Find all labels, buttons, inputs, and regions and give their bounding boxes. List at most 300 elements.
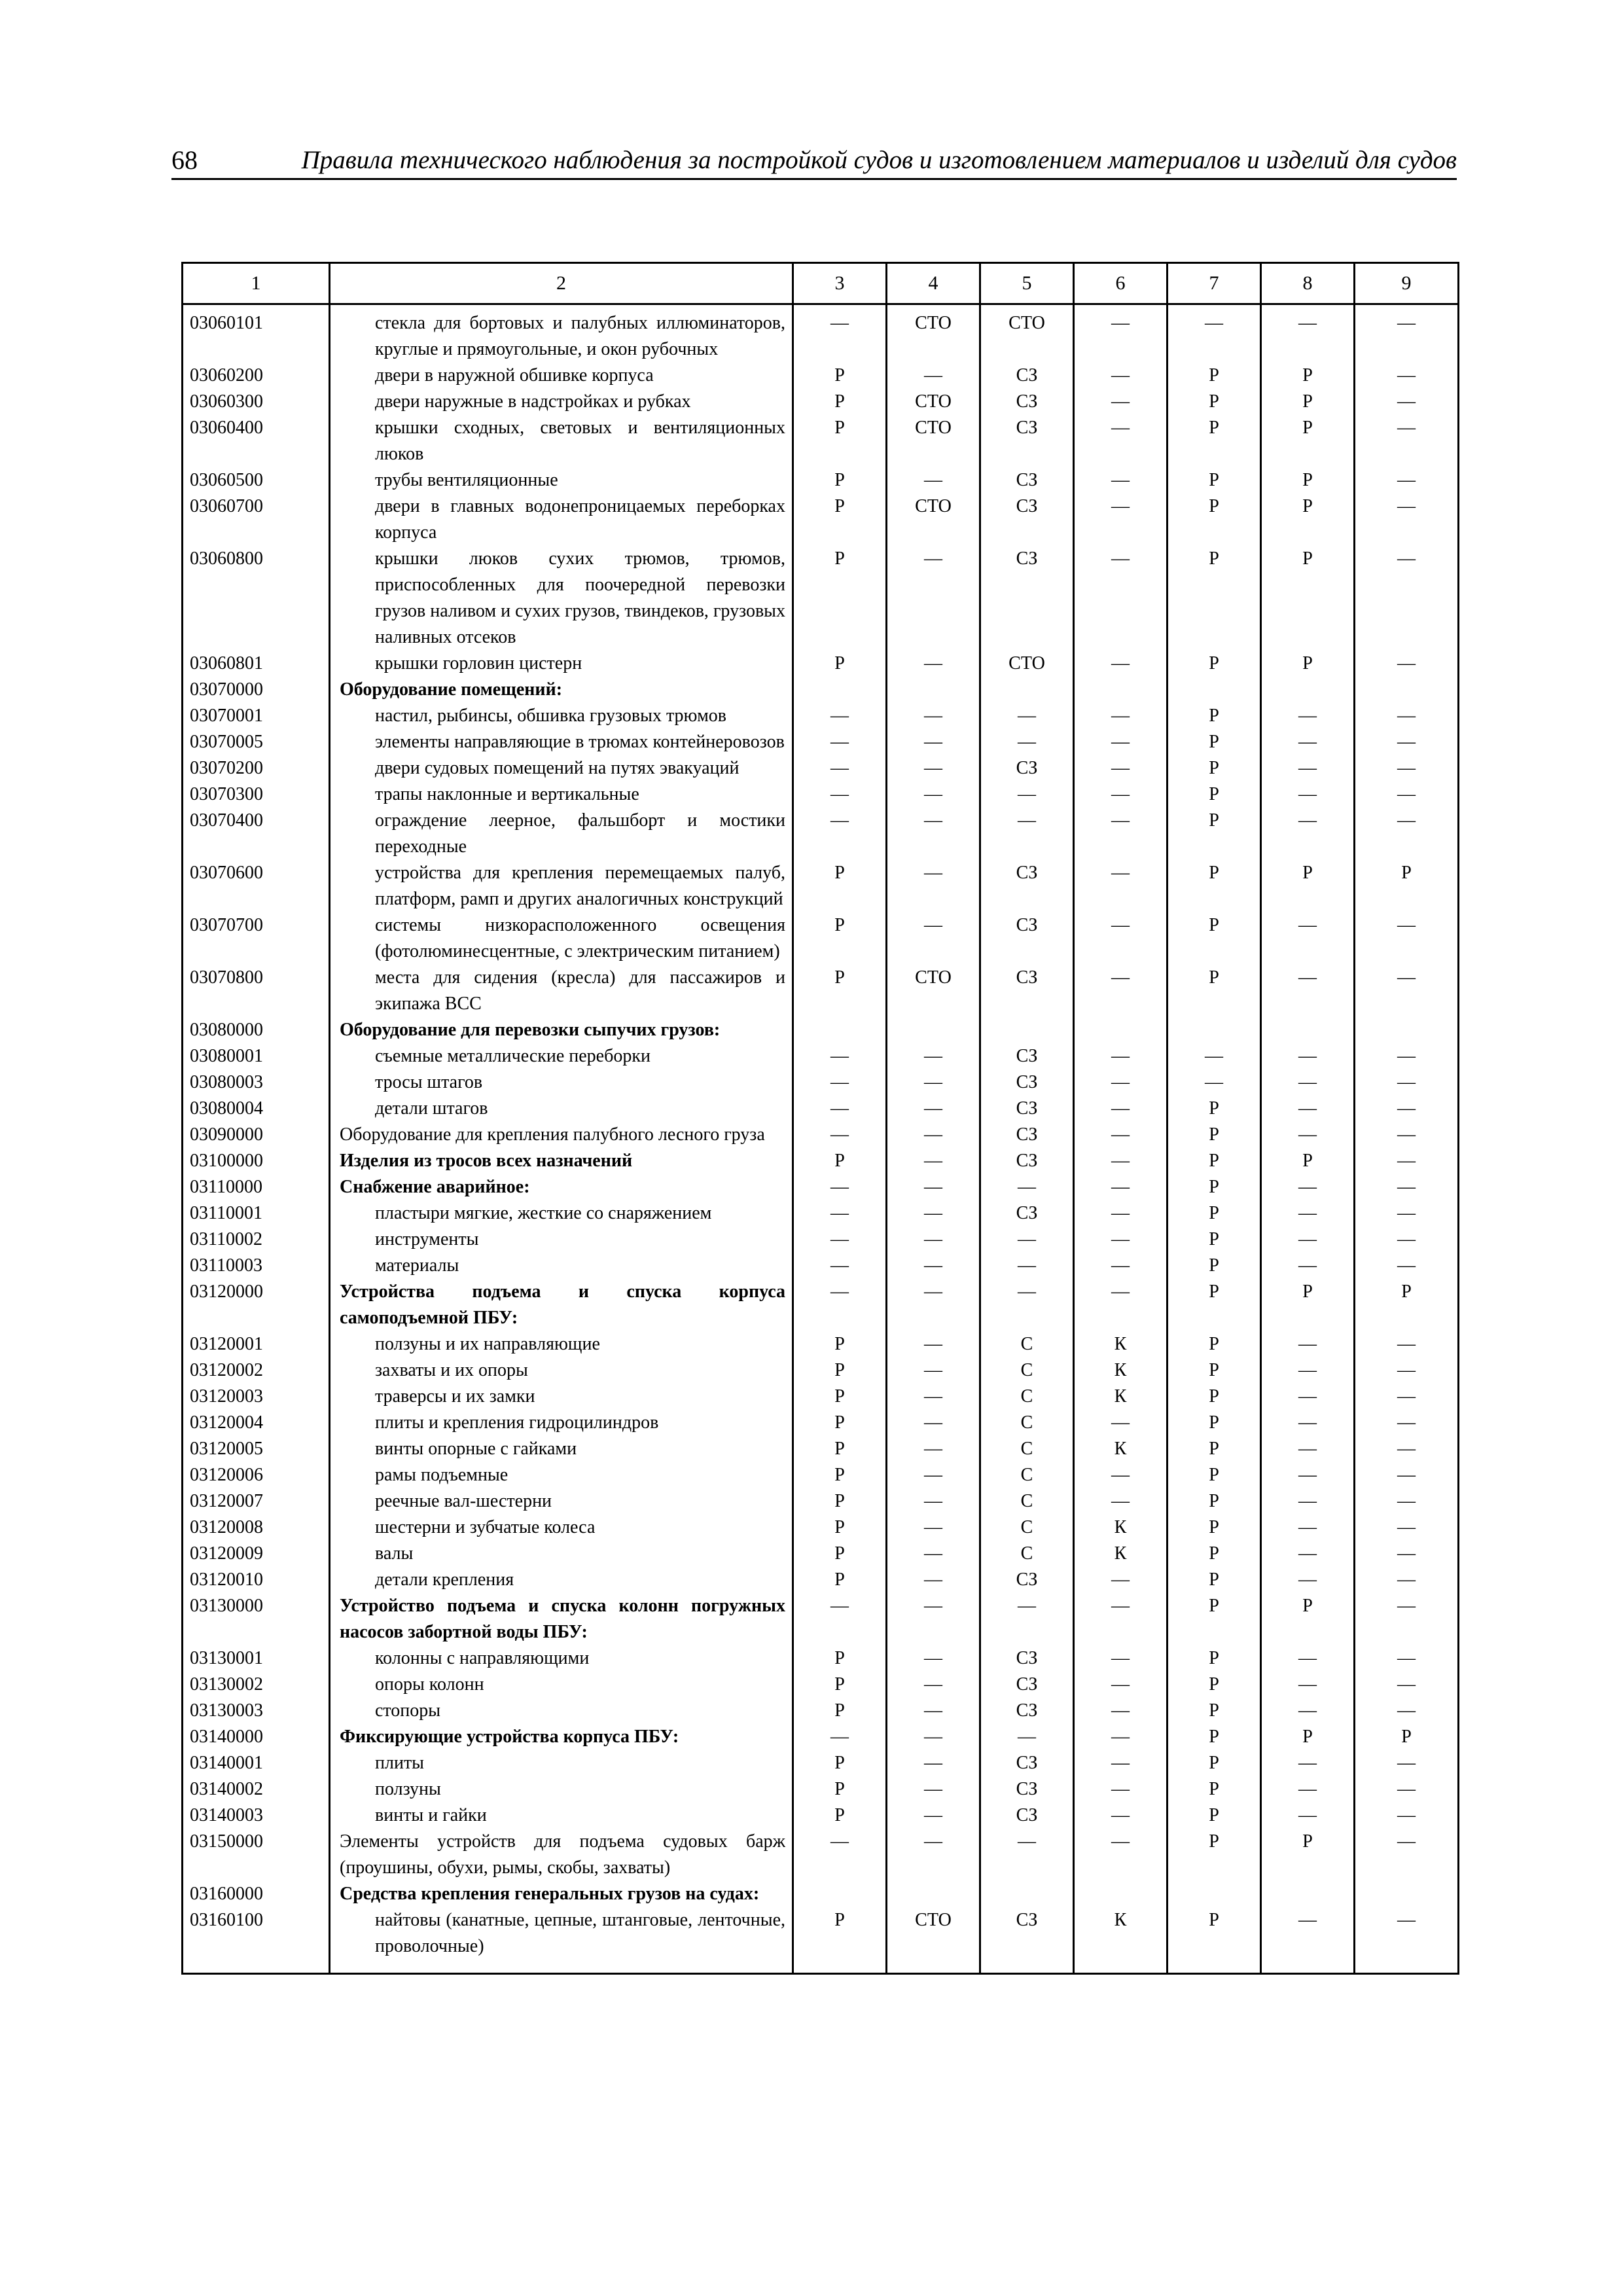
value-col-7: Р (1168, 1174, 1261, 1200)
value-col-3: Р (793, 1541, 887, 1567)
value-col-6: — (1074, 755, 1168, 781)
value-col-3: Р (793, 1645, 887, 1672)
item-name: колонны с направляющими (330, 1645, 793, 1672)
value-col-6: К (1074, 1384, 1168, 1410)
table-row (183, 965, 1459, 1017)
column-header-5: 5 (980, 263, 1074, 304)
value-col-6: К (1074, 1357, 1168, 1384)
item-code: 03120005 (183, 1436, 330, 1462)
value-col-5: — (980, 1279, 1074, 1331)
column-header-4: 4 (887, 263, 980, 304)
table-row (183, 1488, 1459, 1515)
value-col-5: СЗ (980, 1907, 1074, 1974)
item-name: плиты (330, 1750, 793, 1776)
value-col-7: Р (1168, 912, 1261, 965)
table-row (183, 304, 1459, 363)
value-col-8: Р (1261, 389, 1355, 415)
table-row (183, 1331, 1459, 1357)
item-code: 03120003 (183, 1384, 330, 1410)
item-name: винты и гайки (330, 1803, 793, 1829)
value-col-8: — (1261, 1672, 1355, 1698)
value-col-5: С (980, 1331, 1074, 1357)
value-col-9: — (1355, 304, 1459, 363)
item-code: 03110002 (183, 1227, 330, 1253)
value-col-9: — (1355, 1357, 1459, 1384)
item-name: плиты и крепления гидроцилиндров (330, 1410, 793, 1436)
item-name: реечные вал-шестерни (330, 1488, 793, 1515)
value-col-7: Р (1168, 363, 1261, 389)
table-row (183, 1357, 1459, 1384)
value-col-5: С (980, 1488, 1074, 1515)
value-col-6: — (1074, 1227, 1168, 1253)
value-col-6: — (1074, 1043, 1168, 1069)
running-title: Правила технического наблюдения за постройкой судов и изготовлением материалов и изделий для судов (301, 146, 1457, 174)
value-col-3: Р (793, 1672, 887, 1698)
item-code: 03060200 (183, 363, 330, 389)
item-name: пластыри мягкие, жесткие со снаряжением (330, 1200, 793, 1227)
item-name: тросы штагов (330, 1069, 793, 1096)
item-code: 03070700 (183, 912, 330, 965)
value-col-3: Р (793, 860, 887, 912)
value-col-9 (1355, 1881, 1459, 1907)
value-col-6: — (1074, 1096, 1168, 1122)
value-col-7: Р (1168, 781, 1261, 808)
value-col-8: — (1261, 1488, 1355, 1515)
item-code: 03120002 (183, 1357, 330, 1384)
item-code: 03160000 (183, 1881, 330, 1907)
value-col-7: Р (1168, 1645, 1261, 1672)
value-col-5: С (980, 1541, 1074, 1567)
table-row (183, 1436, 1459, 1462)
item-code: 03120004 (183, 1410, 330, 1436)
value-col-7: Р (1168, 1567, 1261, 1593)
value-col-6: — (1074, 1069, 1168, 1096)
value-col-8: — (1261, 1069, 1355, 1096)
page-number: 68 (171, 145, 198, 175)
table-row (183, 1043, 1459, 1069)
table-row (183, 1829, 1459, 1881)
item-code: 03120006 (183, 1462, 330, 1488)
value-col-8: — (1261, 1253, 1355, 1279)
item-code: 03070001 (183, 703, 330, 729)
value-col-7 (1168, 1017, 1261, 1043)
item-code: 03090000 (183, 1122, 330, 1148)
table-row (183, 1776, 1459, 1803)
value-col-6: — (1074, 467, 1168, 493)
value-col-4: СТО (887, 493, 980, 546)
value-col-8: — (1261, 1645, 1355, 1672)
table-row (183, 677, 1459, 703)
value-col-8: — (1261, 1043, 1355, 1069)
value-col-7 (1168, 1881, 1261, 1907)
value-col-8: — (1261, 1200, 1355, 1227)
table-row (183, 1227, 1459, 1253)
item-code: 03140002 (183, 1776, 330, 1803)
value-col-9: — (1355, 781, 1459, 808)
item-code: 03120000 (183, 1279, 330, 1331)
value-col-8: — (1261, 1357, 1355, 1384)
value-col-6: — (1074, 1410, 1168, 1436)
value-col-3: — (793, 1122, 887, 1148)
value-col-8: — (1261, 1436, 1355, 1462)
item-code: 03070600 (183, 860, 330, 912)
item-name: Средства крепления генеральных грузов на судах: (330, 1881, 793, 1907)
value-col-7: Р (1168, 389, 1261, 415)
value-col-4: — (887, 1174, 980, 1200)
value-col-4: — (887, 912, 980, 965)
value-col-4 (887, 677, 980, 703)
value-col-8 (1261, 677, 1355, 703)
value-col-3: Р (793, 546, 887, 651)
value-col-3: Р (793, 363, 887, 389)
value-col-7: Р (1168, 1253, 1261, 1279)
value-col-6: — (1074, 1645, 1168, 1672)
value-col-7: Р (1168, 651, 1261, 677)
item-name: стекла для бортовых и палубных иллюминаторов, круглые и прямоугольные, и окон рубочных (330, 304, 793, 363)
value-col-8: — (1261, 1462, 1355, 1488)
value-col-5: СЗ (980, 1672, 1074, 1698)
value-col-7: Р (1168, 1436, 1261, 1462)
value-col-6: — (1074, 1488, 1168, 1515)
value-col-7: Р (1168, 860, 1261, 912)
value-col-8: Р (1261, 546, 1355, 651)
table-header-row (183, 263, 1459, 304)
item-code: 03160100 (183, 1907, 330, 1974)
table-row (183, 1567, 1459, 1593)
value-col-5: — (980, 1227, 1074, 1253)
item-name: детали штагов (330, 1096, 793, 1122)
value-col-9: — (1355, 363, 1459, 389)
table-row (183, 1541, 1459, 1567)
value-col-8: — (1261, 1096, 1355, 1122)
item-name: устройства для крепления перемещаемых палуб, платформ, рамп и других аналогичных конструкций (330, 860, 793, 912)
item-name: найтовы (канатные, цепные, штанговые, ленточные, проволочные) (330, 1907, 793, 1974)
value-col-7: — (1168, 304, 1261, 363)
item-code: 03120001 (183, 1331, 330, 1357)
value-col-7: Р (1168, 1331, 1261, 1357)
table-row (183, 1803, 1459, 1829)
value-col-7: Р (1168, 1803, 1261, 1829)
item-name: Устройство подъема и спуска колонн погружных насосов забортной воды ПБУ: (330, 1593, 793, 1645)
value-col-8: Р (1261, 1148, 1355, 1174)
table-row (183, 1410, 1459, 1436)
value-col-9: — (1355, 1907, 1459, 1974)
value-col-4: — (887, 1803, 980, 1829)
value-col-5: СТО (980, 304, 1074, 363)
value-col-3: — (793, 1096, 887, 1122)
table-row (183, 651, 1459, 677)
value-col-3 (793, 1017, 887, 1043)
value-col-3: Р (793, 1776, 887, 1803)
value-col-5: СЗ (980, 1750, 1074, 1776)
value-col-6: — (1074, 808, 1168, 860)
value-col-7: Р (1168, 1515, 1261, 1541)
value-col-5: — (980, 1724, 1074, 1750)
value-col-7: Р (1168, 703, 1261, 729)
value-col-4: — (887, 1436, 980, 1462)
value-col-8: Р (1261, 1724, 1355, 1750)
value-col-5: СЗ (980, 860, 1074, 912)
item-code: 03140000 (183, 1724, 330, 1750)
value-col-9: — (1355, 1776, 1459, 1803)
value-col-7: — (1168, 1069, 1261, 1096)
table-row (183, 1148, 1459, 1174)
value-col-9: — (1355, 493, 1459, 546)
value-col-8: — (1261, 781, 1355, 808)
table-row (183, 703, 1459, 729)
value-col-6: К (1074, 1907, 1168, 1974)
item-name: Оборудование для перевозки сыпучих грузов: (330, 1017, 793, 1043)
item-name: ползуны и их направляющие (330, 1331, 793, 1357)
value-col-8: Р (1261, 415, 1355, 467)
value-col-7: Р (1168, 1776, 1261, 1803)
value-col-9: — (1355, 1515, 1459, 1541)
value-col-7: — (1168, 1043, 1261, 1069)
value-col-6: — (1074, 1148, 1168, 1174)
table-row (183, 755, 1459, 781)
value-col-9: — (1355, 703, 1459, 729)
header-rule (171, 178, 1457, 180)
value-col-9: — (1355, 1069, 1459, 1096)
table-row (183, 1672, 1459, 1698)
item-name: опоры колонн (330, 1672, 793, 1698)
value-col-4: — (887, 860, 980, 912)
value-col-3: Р (793, 1567, 887, 1593)
value-col-4 (887, 1017, 980, 1043)
value-col-9: — (1355, 1750, 1459, 1776)
value-col-4: — (887, 1331, 980, 1357)
item-code: 03080001 (183, 1043, 330, 1069)
item-code: 03130002 (183, 1672, 330, 1698)
value-col-4: — (887, 729, 980, 755)
table-row (183, 1698, 1459, 1724)
value-col-4: СТО (887, 415, 980, 467)
value-col-3: Р (793, 1803, 887, 1829)
value-col-3: — (793, 808, 887, 860)
value-col-4: — (887, 1724, 980, 1750)
value-col-6: — (1074, 415, 1168, 467)
item-code: 03120010 (183, 1567, 330, 1593)
item-code: 03060700 (183, 493, 330, 546)
value-col-6: К (1074, 1541, 1168, 1567)
table-row (183, 1515, 1459, 1541)
requirements-table (181, 262, 1459, 1975)
value-col-8: — (1261, 1384, 1355, 1410)
item-name: Элементы устройств для подъема судовых барж (проушины, обухи, рымы, скобы, захваты) (330, 1829, 793, 1881)
value-col-4: — (887, 1488, 980, 1515)
item-name: ползуны (330, 1776, 793, 1803)
item-name: двери в наружной обшивке корпуса (330, 363, 793, 389)
value-col-5: — (980, 781, 1074, 808)
value-col-4: — (887, 1672, 980, 1698)
value-col-8: — (1261, 1698, 1355, 1724)
item-name: рамы подъемные (330, 1462, 793, 1488)
table-row (183, 1200, 1459, 1227)
value-col-3: — (793, 729, 887, 755)
item-name: винты опорные с гайками (330, 1436, 793, 1462)
item-code: 03130000 (183, 1593, 330, 1645)
item-name: крышки сходных, световых и вентиляционных люков (330, 415, 793, 467)
value-col-3: Р (793, 912, 887, 965)
item-code: 03070005 (183, 729, 330, 755)
column-header-1: 1 (183, 263, 330, 304)
value-col-4: — (887, 1279, 980, 1331)
value-col-9: — (1355, 467, 1459, 493)
value-col-7: Р (1168, 467, 1261, 493)
value-col-9: — (1355, 389, 1459, 415)
value-col-4: — (887, 1567, 980, 1593)
item-name: валы (330, 1541, 793, 1567)
value-col-3: — (793, 1593, 887, 1645)
value-col-9: — (1355, 1200, 1459, 1227)
item-code: 03120007 (183, 1488, 330, 1515)
column-header-8: 8 (1261, 263, 1355, 304)
item-name: стопоры (330, 1698, 793, 1724)
value-col-6: — (1074, 389, 1168, 415)
value-col-3: Р (793, 1462, 887, 1488)
value-col-3: Р (793, 389, 887, 415)
value-col-5 (980, 1017, 1074, 1043)
value-col-5: СЗ (980, 1698, 1074, 1724)
item-name: Устройства подъема и спуска корпуса самоподъемной ПБУ: (330, 1279, 793, 1331)
value-col-9: — (1355, 1331, 1459, 1357)
value-col-4: — (887, 1593, 980, 1645)
value-col-7 (1168, 677, 1261, 703)
value-col-4: — (887, 363, 980, 389)
value-col-3: — (793, 1279, 887, 1331)
item-code: 03060400 (183, 415, 330, 467)
item-name: крышки горловин цистерн (330, 651, 793, 677)
item-code: 03060300 (183, 389, 330, 415)
value-col-5: С (980, 1462, 1074, 1488)
value-col-8 (1261, 1881, 1355, 1907)
value-col-6: — (1074, 493, 1168, 546)
item-code: 03060800 (183, 546, 330, 651)
value-col-6: — (1074, 651, 1168, 677)
value-col-5: СЗ (980, 912, 1074, 965)
column-header-7: 7 (1168, 263, 1261, 304)
value-col-5: СЗ (980, 389, 1074, 415)
item-name: съемные металлические переборки (330, 1043, 793, 1069)
value-col-3: — (793, 1724, 887, 1750)
value-col-3: Р (793, 467, 887, 493)
item-code: 03070400 (183, 808, 330, 860)
value-col-8: Р (1261, 860, 1355, 912)
item-name: двери наружные в надстройках и рубках (330, 389, 793, 415)
value-col-6: — (1074, 1776, 1168, 1803)
value-col-5: СЗ (980, 467, 1074, 493)
item-name: детали крепления (330, 1567, 793, 1593)
value-col-3 (793, 677, 887, 703)
value-col-9: Р (1355, 1279, 1459, 1331)
value-col-3: Р (793, 1357, 887, 1384)
table-row (183, 493, 1459, 546)
item-code: 03140003 (183, 1803, 330, 1829)
value-col-8: — (1261, 1227, 1355, 1253)
item-name: шестерни и зубчатые колеса (330, 1515, 793, 1541)
value-col-6: — (1074, 965, 1168, 1017)
table-row (183, 1881, 1459, 1907)
value-col-4: — (887, 1200, 980, 1227)
item-code: 03130001 (183, 1645, 330, 1672)
value-col-3: — (793, 1043, 887, 1069)
value-col-9: — (1355, 965, 1459, 1017)
table-row (183, 1593, 1459, 1645)
item-code: 03060101 (183, 304, 330, 363)
table-row (183, 729, 1459, 755)
value-col-9: — (1355, 755, 1459, 781)
value-col-7: Р (1168, 1488, 1261, 1515)
value-col-8: Р (1261, 467, 1355, 493)
value-col-7: Р (1168, 1279, 1261, 1331)
value-col-7: Р (1168, 1672, 1261, 1698)
value-col-6: — (1074, 1803, 1168, 1829)
value-col-5: — (980, 1174, 1074, 1200)
value-col-6 (1074, 1017, 1168, 1043)
value-col-7: Р (1168, 1593, 1261, 1645)
value-col-7: Р (1168, 1750, 1261, 1776)
value-col-3: — (793, 781, 887, 808)
value-col-5: СЗ (980, 1122, 1074, 1148)
value-col-4: — (887, 1043, 980, 1069)
item-code: 03070200 (183, 755, 330, 781)
value-col-6: — (1074, 912, 1168, 965)
value-col-8: Р (1261, 651, 1355, 677)
value-col-5: СЗ (980, 755, 1074, 781)
table-row (183, 1907, 1459, 1974)
value-col-9: — (1355, 1829, 1459, 1881)
value-col-6: — (1074, 546, 1168, 651)
value-col-9: — (1355, 1096, 1459, 1122)
value-col-8: — (1261, 1515, 1355, 1541)
value-col-9: — (1355, 651, 1459, 677)
value-col-8: Р (1261, 1829, 1355, 1881)
value-col-6: — (1074, 703, 1168, 729)
value-col-7: Р (1168, 1698, 1261, 1724)
value-col-8: Р (1261, 1279, 1355, 1331)
value-col-8: — (1261, 1803, 1355, 1829)
value-col-6: — (1074, 860, 1168, 912)
item-name: крышки люков сухих трюмов, трюмов, приспособленных для поочередной перевозки грузов наливом и сухих грузов, твиндеков, грузовых наливных отсеков (330, 546, 793, 651)
value-col-7: Р (1168, 493, 1261, 546)
value-col-4: — (887, 1069, 980, 1096)
value-col-4: — (887, 1776, 980, 1803)
value-col-4: — (887, 546, 980, 651)
value-col-6: — (1074, 1200, 1168, 1227)
value-col-6: — (1074, 1829, 1168, 1881)
value-col-8: — (1261, 1750, 1355, 1776)
value-col-4: — (887, 808, 980, 860)
value-col-7: Р (1168, 1357, 1261, 1384)
value-col-5: СТО (980, 651, 1074, 677)
value-col-3: Р (793, 651, 887, 677)
value-col-5: С (980, 1384, 1074, 1410)
value-col-8: — (1261, 912, 1355, 965)
table-row (183, 1279, 1459, 1331)
table-row (183, 781, 1459, 808)
value-col-4: — (887, 1829, 980, 1881)
table-body (183, 304, 1459, 1974)
value-col-6: — (1074, 781, 1168, 808)
value-col-7: Р (1168, 1122, 1261, 1148)
value-col-7: Р (1168, 546, 1261, 651)
column-header-9: 9 (1355, 263, 1459, 304)
item-name: трапы наклонные и вертикальные (330, 781, 793, 808)
table-row (183, 415, 1459, 467)
value-col-9: — (1355, 1645, 1459, 1672)
value-col-9: — (1355, 1436, 1459, 1462)
value-col-4: — (887, 1515, 980, 1541)
